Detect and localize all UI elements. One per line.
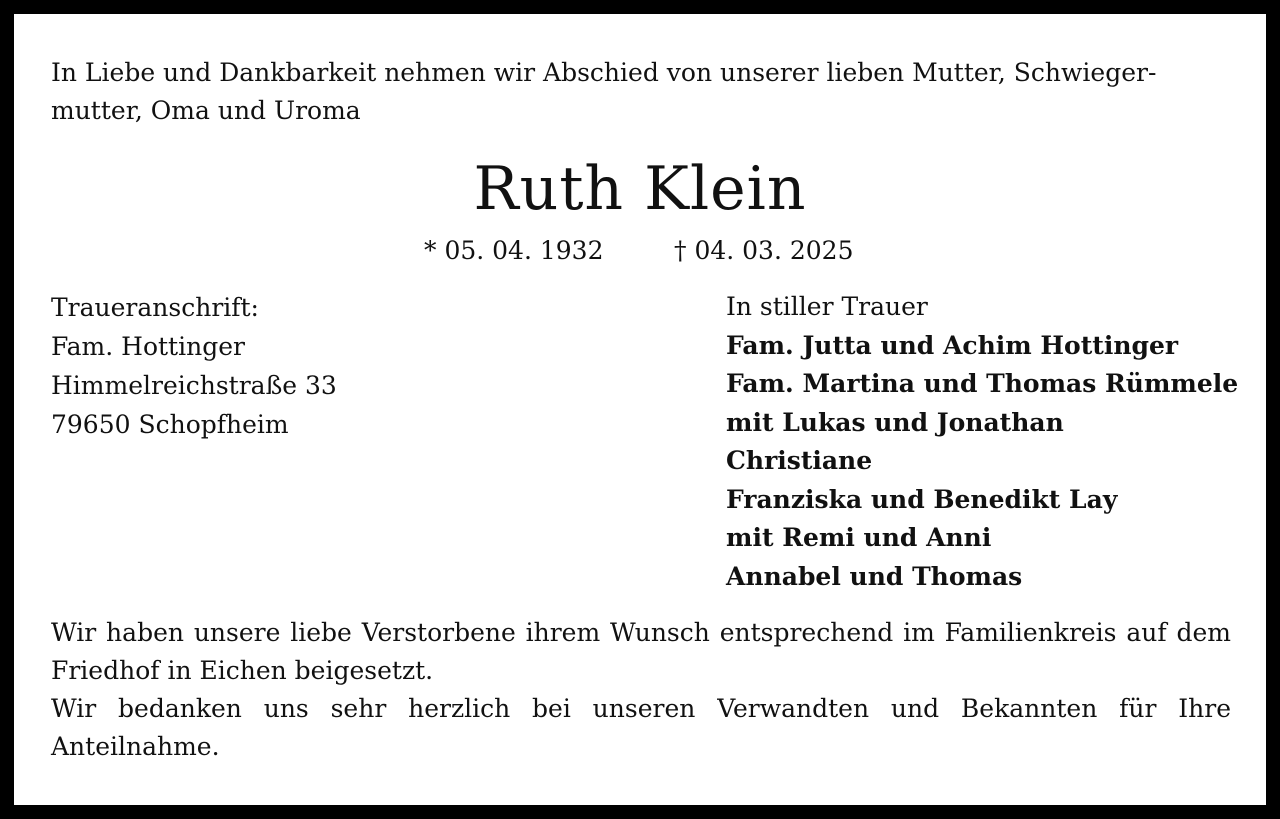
intro-line-2: mutter, Oma und Uroma (51, 96, 361, 125)
death-date: † 04. 03. 2025 (674, 236, 854, 265)
closing-paragraph-burial: Wir haben unsere liebe Verstorbene ihrem Wunsch entsprechend im Familienkreis auf dem Friedhof in Eichen beigesetzt. (51, 618, 1231, 685)
mourner-name: Annabel und Thomas (726, 561, 1023, 591)
mourners-list (726, 288, 1238, 596)
closing-paragraph-thanks: Wir bedanken uns sehr herzlich bei unseren Verwandten und Bekannten für Ihre Anteilnahme. (51, 694, 1231, 761)
mourning-address (51, 288, 337, 444)
mourner-name: mit Lukas und Jonathan (726, 407, 1064, 437)
address-street: Himmelreichstraße 33 (51, 371, 337, 400)
mourner-name: mit Remi und Anni (726, 523, 992, 552)
mourner-name: Christiane (726, 446, 873, 475)
address-label: Traueranschrift: (51, 293, 259, 322)
closing-text (51, 614, 1231, 766)
obituary-notice (14, 14, 1266, 805)
mourner-name: Fam. Martina und Thomas Rümmele (726, 369, 1239, 398)
birth-date: * 05. 04. 1932 (424, 236, 604, 265)
mourners-heading: In stiller Trauer (726, 292, 928, 321)
address-city: 79650 Schopfheim (51, 410, 289, 439)
mourner-name: Franziska und Benedikt Lay (726, 484, 1118, 514)
intro-line-1: In Liebe und Dankbarkeit nehmen wir Abschied von unserer lieben Mutter, Schwieger- (51, 58, 1157, 87)
deceased-name: Ruth Klein (473, 154, 807, 224)
intro-text (51, 54, 1181, 130)
mourner-name: Fam. Jutta und Achim Hottinger (726, 330, 1179, 360)
address-family: Fam. Hottinger (51, 332, 245, 361)
